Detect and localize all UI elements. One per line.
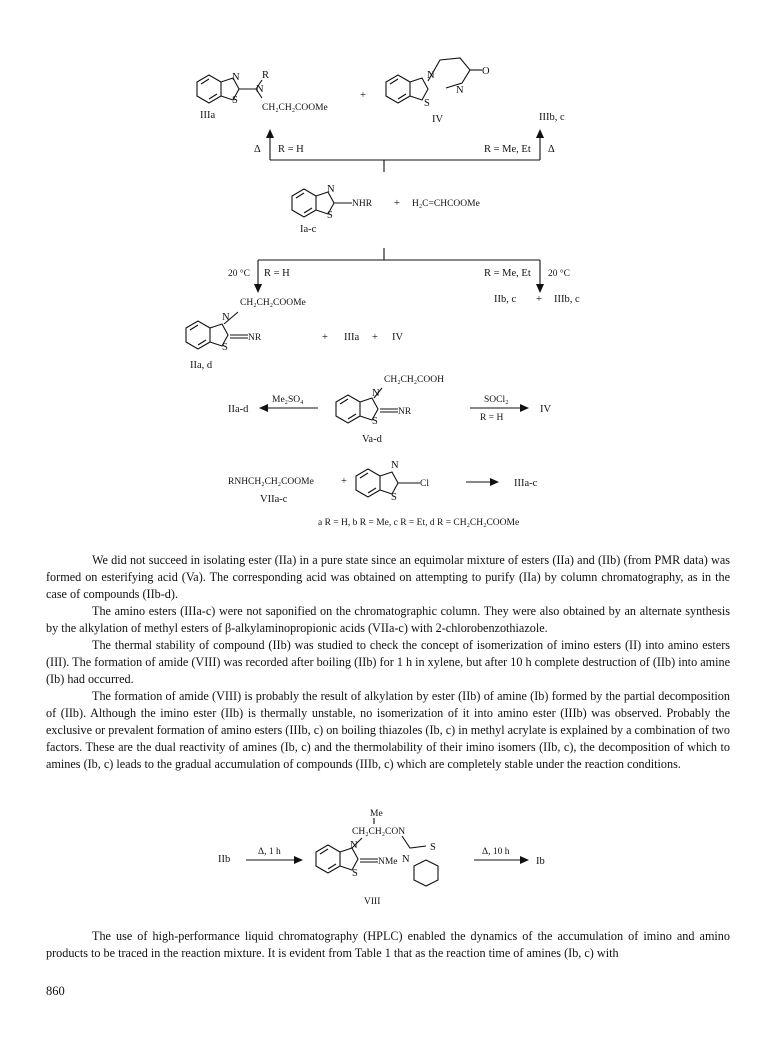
s1-label: S: [352, 868, 358, 879]
delta-right-top: Δ: [548, 144, 555, 155]
temp-right: 20 °C: [548, 269, 571, 279]
IV-mid: IV: [392, 332, 404, 343]
IIad-nr: NR: [248, 333, 262, 343]
chloro-n: N: [391, 460, 399, 471]
arrow1-cond: Δ, 1 h: [258, 847, 281, 857]
plus-b: +: [372, 332, 378, 343]
compound-IIIa: [197, 70, 328, 121]
IIad-chain: CH₂CH₂COOMe: [240, 298, 306, 308]
Vad-chain: CH₂CH₂COOH: [384, 375, 444, 385]
IIIa-n: N: [232, 72, 240, 83]
IIIa-mid: IIIa: [344, 332, 360, 343]
temp-left: 20 °C: [228, 269, 251, 279]
IV-o: O: [482, 66, 490, 77]
Iac-n: N: [327, 184, 335, 195]
s2-label: S: [430, 842, 436, 853]
Iac-nhr: NHR: [352, 199, 373, 209]
plus-c: +: [341, 476, 347, 487]
me-label: Me: [370, 809, 383, 819]
plus-mid: +: [394, 198, 400, 209]
IV-label: IV: [432, 114, 444, 125]
Iac-label: Ia-c: [300, 224, 317, 235]
IIIbc-top: IIIb, c: [539, 112, 565, 123]
chain-label: CH₂CH₂CON: [352, 827, 406, 837]
IIIbc-mid: IIIb, c: [554, 294, 580, 305]
acrylate: H₂C=CHCOOMe: [412, 199, 480, 209]
compound-Iac: [292, 184, 373, 235]
IIad-label: IIa, d: [190, 360, 213, 371]
VIIac-label: VIIa-c: [260, 494, 288, 505]
socl2: SOCl₂: [484, 395, 509, 405]
chloro-s: S: [391, 492, 397, 503]
IV-n1: N: [427, 70, 435, 81]
IV-s: S: [424, 98, 430, 109]
n-label: N: [350, 840, 358, 851]
paragraph-1: We did not succeed in isolating ester (IIa) in a pure state since an equimolar mixture of esters (IIa) and (IIb) (from PMR data) was formed on esterifying acid (Va). The corresponding acid was obtained on attempting to purify (IIa) by column chromatography, as in the case of compounds (IIb-d).: [46, 553, 730, 601]
compound-2-chlorobenzothiazole: [356, 460, 429, 503]
IIad-left: IIa-d: [228, 404, 249, 415]
IV-n2: N: [456, 85, 464, 96]
paragraph-4: The formation of amide (VIII) is probably the result of alkylation by ester (IIb) of amine (Ib) formed by the partial decomposition of (IIb). Although the imino ester (IIb) is thermally unstable, no isomerization of it into amino ester (IIIb) was observed. Probably the exclusive or prevalent formation of amino esters (IIIb, c) on boiling thiazoles (Ib, c) in methyl acrylate is explained by a combination of two factors. These are the dual reactivity of amines (Ib, c) and the thermolability of their imino isomers (IIb, c), the decomposition of which to amines (Ib, c) leads to the gradual accumulation of compounds (IIIb, c) which are completely stable under the reaction conditions.: [46, 689, 730, 771]
IIIac-right: IIIa-c: [514, 478, 538, 489]
IIad-s: S: [222, 342, 228, 353]
Vad-s: S: [372, 416, 378, 427]
delta-left-top: Δ: [254, 144, 261, 155]
body-text: [46, 552, 730, 773]
plus-a: +: [322, 332, 328, 343]
VIII-label: VIII: [364, 897, 381, 907]
cond-right-mid: R = Me, Et: [484, 268, 531, 279]
compound-Vad: [336, 375, 444, 445]
IIad-n: N: [222, 312, 230, 323]
IIIa-chain: CH₂CH₂COOMe: [262, 103, 328, 113]
VIIac-formula: RNHCH₂CH₂COOMe: [228, 477, 314, 487]
compound-IIad: [186, 298, 306, 371]
cond-left-top: R = H: [278, 144, 304, 155]
IIIa-n2: N: [256, 84, 264, 95]
cond-right-top: R = Me, Et: [484, 144, 531, 155]
reaction-scheme-VIII: [0, 808, 768, 918]
me2so4: Me₂SO₄: [272, 395, 304, 405]
arrow2-cond: Δ, 10 h: [482, 847, 510, 857]
page-number: 860: [46, 984, 65, 998]
paragraph-3: The thermal stability of compound (IIb) was studied to check the concept of isomerization of imino esters (II) into amino esters (III). The formation of amide (VIII) was recorded after boiling (IIb) for 1 h in xylene, but after 10 h complete destruction of (IIb) into amine (Ib) had occurred.: [46, 638, 730, 686]
cond-left-mid: R = H: [264, 268, 290, 279]
compound-IV: [386, 58, 490, 125]
plus-top: +: [360, 90, 366, 101]
IIb: IIb: [218, 854, 231, 865]
Vad-label: Va-d: [362, 434, 382, 445]
paragraph-2: The amino esters (IIIa-c) were not saponified on the chromatographic column. They were also obtained by an alternate synthesis by the alkylation of methyl esters of β-alkylaminopropionic acids (VIIa-c) with 2-chlorobenzothiazole.: [46, 604, 730, 635]
Iac-s: S: [327, 210, 333, 221]
IIIa-label: IIIa: [200, 110, 216, 121]
IIIa-r: R: [262, 70, 270, 81]
body-text-2: [46, 928, 730, 962]
plus-right: +: [536, 294, 542, 305]
nme-label: NMe: [378, 857, 398, 867]
n2-label: N: [402, 854, 410, 865]
IIIa-s: S: [232, 95, 238, 106]
substituent-legend: a R = H, b R = Me, c R = Et, d R = CH₂CH₂COOMe: [318, 518, 520, 528]
chloro-cl: Cl: [420, 479, 429, 489]
IV-right: IV: [540, 404, 552, 415]
Vad-n: N: [372, 388, 380, 399]
Ib: Ib: [536, 856, 545, 867]
IIbc-mid: IIb, c: [494, 294, 517, 305]
Vad-nr: NR: [398, 407, 412, 417]
paragraph-5: The use of high-performance liquid chromatography (HPLC) enabled the dynamics of the accumulation of imino and amino products to be traced in the reaction mixture. It is evident from Table 1 that as the reaction time of amines (Ib, c) with: [46, 929, 730, 960]
cond-socl2: R = H: [480, 413, 504, 423]
